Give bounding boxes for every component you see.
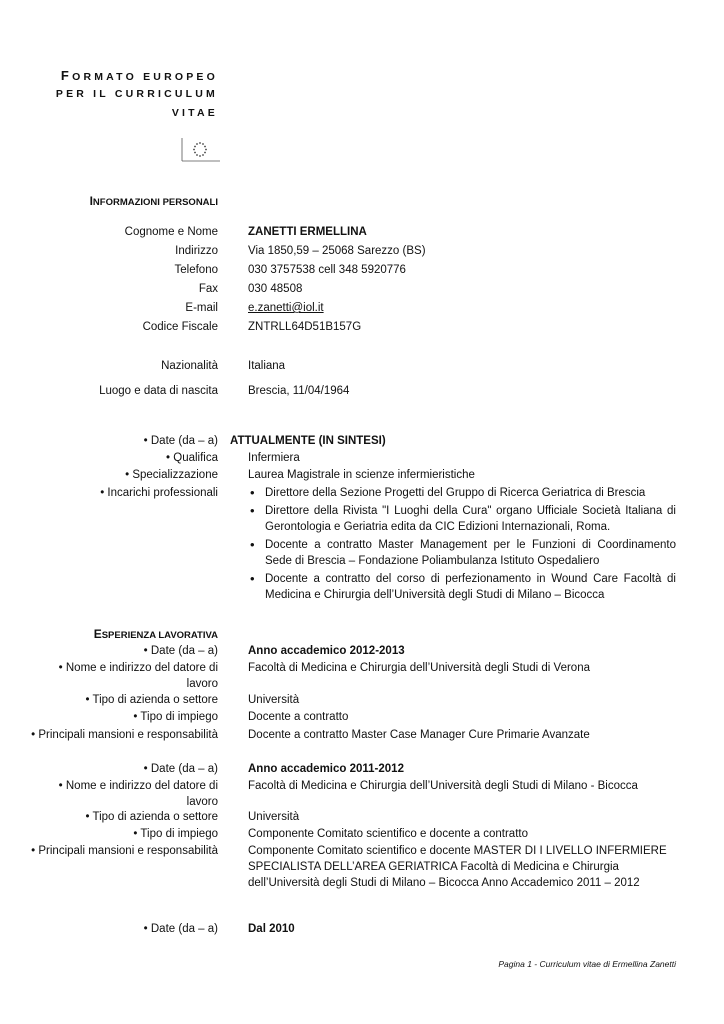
value-fiscal-code: ZNTRLL64D51B157G xyxy=(248,321,362,333)
label-phone: Telefono xyxy=(174,264,218,276)
label-employment-type: • Tipo di impiego xyxy=(133,828,218,840)
section-title-work-experience: ESPERIENZA LAVORATIVA xyxy=(93,627,218,641)
value-duties: Docente a contratto Master Case Manager Cure Primarie Avanzate xyxy=(248,729,590,741)
label-sector: • Tipo di azienda o settore xyxy=(85,694,218,706)
value-employer: Facoltà di Medicina e Chirurgia dell’Università degli Studi di Verona xyxy=(248,662,590,674)
eu-flag-logo xyxy=(180,138,220,162)
label-date: • Date (da – a) xyxy=(143,645,218,657)
value-current-date: ATTUALMENTE (IN SINTESI) xyxy=(230,435,386,447)
label-assignments: • Incarichi professionali xyxy=(100,487,218,499)
label-employer: • Nome e indirizzo del datore di lavoro xyxy=(58,662,218,690)
label-date: • Date (da – a) xyxy=(143,923,218,935)
label-duties: • Principali mansioni e responsabilità xyxy=(31,729,218,741)
value-specialization: Laurea Magistrale in scienze infermieristiche xyxy=(248,469,475,481)
page-footer: Pagina 1 - Curriculum vitae di Ermellina Zanetti xyxy=(498,959,676,969)
label-qualification: • Qualifica xyxy=(166,452,218,464)
value-address: Via 1850,59 – 25068 Sarezzo (BS) xyxy=(248,245,426,257)
value-sector: Università xyxy=(248,811,300,823)
label-employer: • Nome e indirizzo del datore di lavoro xyxy=(58,780,218,808)
label-employment-type: • Tipo di impiego xyxy=(133,711,218,723)
list-item: • Docente a contratto del corso di perfezionamento in Wound Care Facoltà di Medicina e Chirurgia dell’Università degli Studi di Milano – Bicocca xyxy=(248,571,676,603)
label-name: Cognome e Nome xyxy=(124,226,218,238)
assignments-list xyxy=(248,485,676,605)
label-fax: Fax xyxy=(198,283,218,295)
cv-title-line-3: VITAE xyxy=(171,107,218,119)
label-nationality: Nazionalità xyxy=(161,360,218,372)
list-item: • Direttore della Rivista "I Luoghi della Cura" organo Ufficiale Società Italiana di Gerontologia e Geriatria edita da CIC Edizioni Internazionali, Roma. xyxy=(248,503,676,535)
value-employment-type: Docente a contratto xyxy=(248,711,349,723)
cv-title-line-1: FORMATO EUROPEO xyxy=(60,68,218,83)
label-duties: • Principali mansioni e responsabilità xyxy=(31,845,218,857)
label-fiscal-code: Codice Fiscale xyxy=(142,321,218,333)
value-date: Dal 2010 xyxy=(248,923,295,935)
label-email: E-mail xyxy=(185,302,218,314)
label-birth: Luogo e data di nascita xyxy=(99,385,218,397)
value-date: Anno accademico 2011-2012 xyxy=(248,763,404,775)
value-phone: 030 3757538 cell 348 5920776 xyxy=(248,264,406,276)
label-address: Indirizzo xyxy=(175,245,218,257)
value-name: ZANETTI ERMELLINA xyxy=(248,226,367,238)
value-employer: Facoltà di Medicina e Chirurgia dell’Università degli Studi di Milano - Bicocca xyxy=(248,780,638,792)
value-duties: Componente Comitato scientifico e docente MASTER DI I LIVELLO INFERMIERE SPECIALISTA DELL’AREA GERIATRICA Facoltà di Medicina e Chirurgia dell’Università degli Studi di Milano – Bicocca Anno Accademico 2011 – 2012 xyxy=(248,845,667,889)
list-item: • Docente a contratto Master Management per le Funzioni di Coordinamento Sede di Brescia – Fondazione Poliambulanza Istituto Ospedaliero xyxy=(248,537,676,569)
label-specialization: • Specializzazione xyxy=(125,469,218,481)
value-fax: 030 48508 xyxy=(248,283,303,295)
label-date: • Date (da – a) xyxy=(143,763,218,775)
value-qualification: Infermiera xyxy=(248,452,300,464)
value-sector: Università xyxy=(248,694,300,706)
section-title-personal-info: INFORMAZIONI PERSONALI xyxy=(89,194,218,208)
value-nationality: Italiana xyxy=(248,360,286,372)
label-current-date: • Date (da – a) xyxy=(143,435,218,447)
value-date: Anno accademico 2012-2013 xyxy=(248,645,405,657)
email-link[interactable]: e.zanetti@iol.it xyxy=(248,302,324,314)
cv-title-line-2: PER IL CURRICULUM xyxy=(55,88,218,100)
list-item: • Direttore della Sezione Progetti del Gruppo di Ricerca Geriatrica di Brescia xyxy=(248,485,676,501)
value-employment-type: Componente Comitato scientifico e docente a contratto xyxy=(248,828,528,840)
label-sector: • Tipo di azienda o settore xyxy=(85,811,218,823)
value-birth: Brescia, 11/04/1964 xyxy=(248,385,350,397)
value-email xyxy=(248,300,324,316)
